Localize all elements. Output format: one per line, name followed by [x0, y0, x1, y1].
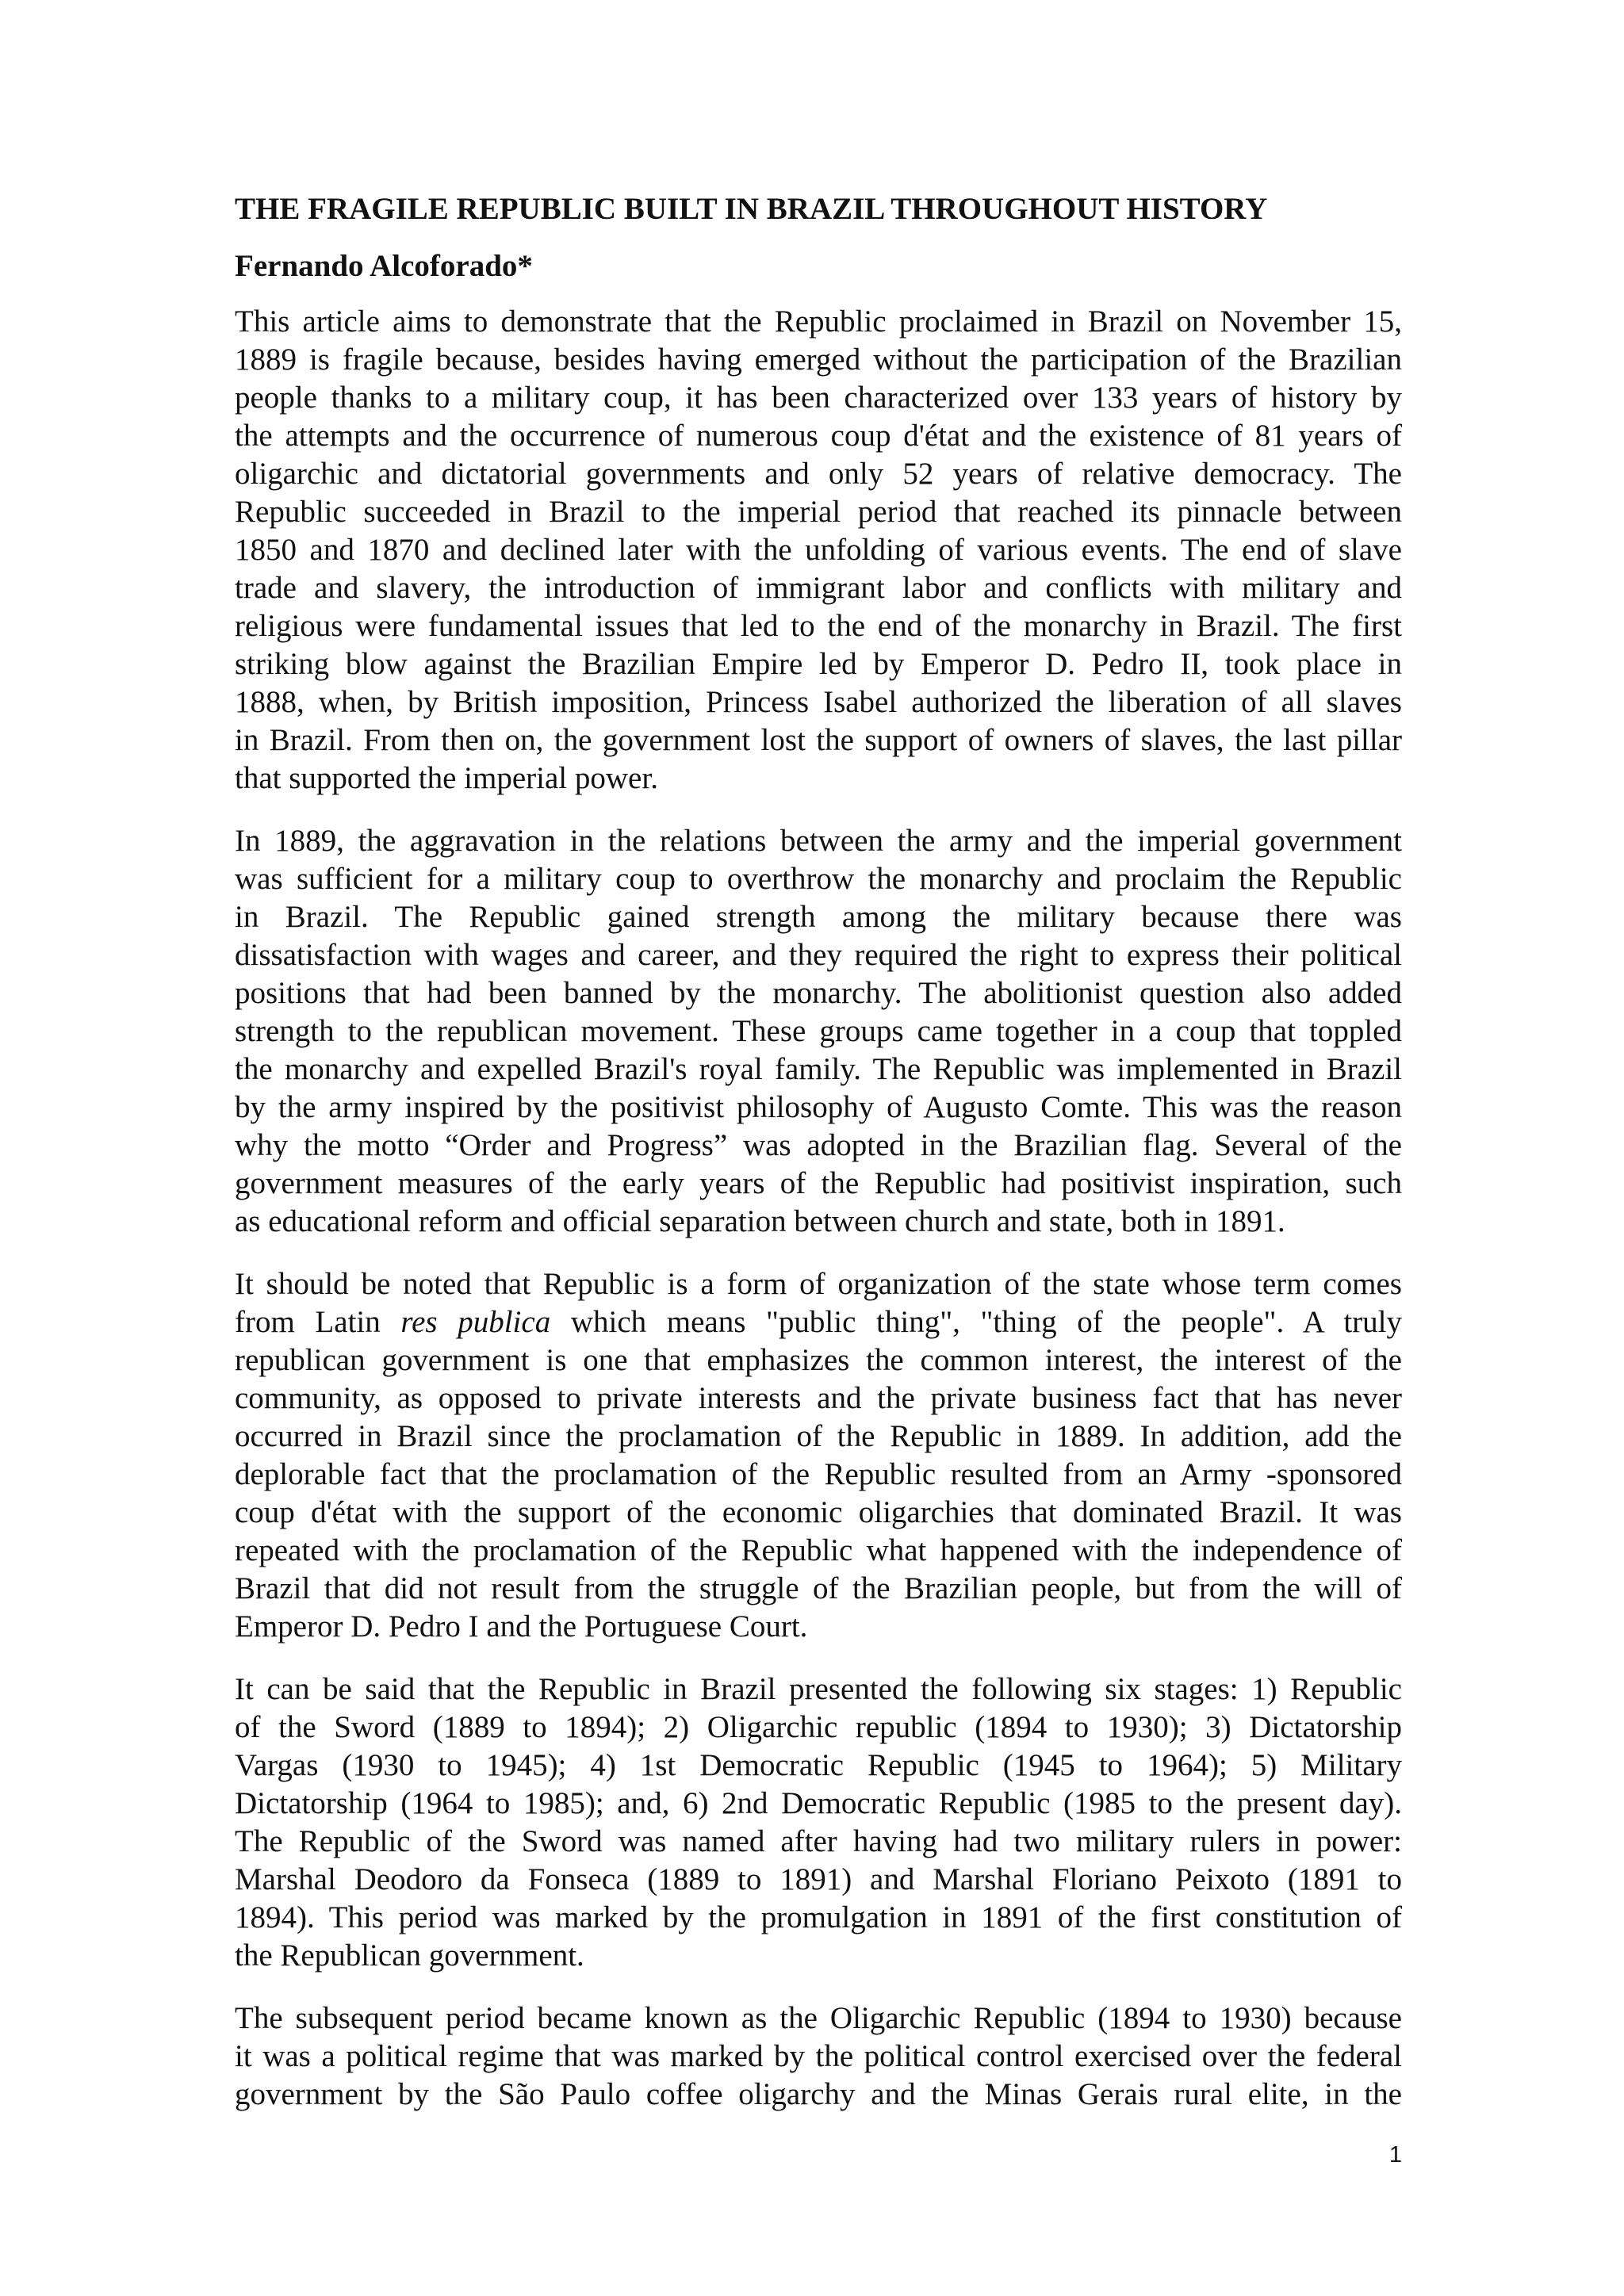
paragraph-line: why the motto “Order and Progress” was adopted in the Brazilian flag. Several of the — [235, 1128, 1402, 1162]
paragraph-line: it was a political regime that was marked by the political control exercised over the federal — [235, 2039, 1402, 2073]
paragraph-line: people thanks to a military coup, it has been characterized over 133 years of history by — [235, 381, 1402, 415]
paragraph-line: strength to the republican movement. These groups came together in a coup that toppled — [235, 1014, 1402, 1048]
paragraph-line: Marshal Deodoro da Fonseca (1889 to 1891) and Marshal Floriano Peixoto (1891 to — [235, 1862, 1402, 1896]
paragraph-line: the Republican government. — [235, 1938, 584, 1973]
paragraph-line: Republic succeeded in Brazil to the imperial period that reached its pinnacle between — [235, 495, 1402, 529]
paragraph-2 — [235, 822, 1402, 1241]
paragraph-line: that supported the imperial power. — [235, 761, 658, 795]
text-run: which means "public thing", "thing of the people". A truly — [550, 1305, 1402, 1339]
paragraph-line: coup d'état with the support of the economic oligarchies that dominated Brazil. It was — [235, 1495, 1402, 1529]
paragraph-line: Dictatorship (1964 to 1985); and, 6) 2nd Democratic Republic (1985 to the present day). — [235, 1786, 1402, 1820]
paragraph-line: was sufficient for a military coup to overthrow the monarchy and proclaim the Republic — [235, 862, 1402, 896]
paragraph-line: striking blow against the Brazilian Empire led by Emperor D. Pedro II, took place in — [235, 647, 1402, 681]
paragraph-3 — [235, 1265, 1402, 1646]
document-title: THE FRAGILE REPUBLIC BUILT IN BRAZIL THROUGHOUT HISTORY — [235, 192, 1268, 226]
paragraph-line: in Brazil. The Republic gained strength among the military because there was — [235, 900, 1402, 934]
paragraph-line: 1888, when, by British imposition, Princess Isabel authorized the liberation of all slaves — [235, 685, 1402, 719]
paragraph-line: positions that had been banned by the monarchy. The abolitionist question also added — [235, 976, 1402, 1010]
paragraph-line: government by the São Paulo coffee oligarchy and the Minas Gerais rural elite, in the — [235, 2077, 1402, 2111]
paragraph-line: in Brazil. From then on, the government lost the support of owners of slaves, the last pillar — [235, 723, 1402, 757]
paragraph-line: Emperor D. Pedro I and the Portuguese Court. — [235, 1609, 808, 1644]
paragraph-line: republican government is one that emphasizes the common interest, the interest of the — [235, 1343, 1402, 1377]
paragraph-line: trade and slavery, the introduction of immigrant labor and conflicts with military and — [235, 571, 1402, 605]
paragraph-5 — [235, 1999, 1402, 2114]
paragraph-line: government measures of the early years of the Republic had positivist inspiration, such — [235, 1166, 1402, 1200]
paragraph-line: of the Sword (1889 to 1894); 2) Oligarchic republic (1894 to 1930); 3) Dictatorship — [235, 1710, 1402, 1744]
paragraph-line: 1894). This period was marked by the promulgation in 1891 of the first constitution of — [235, 1900, 1402, 1934]
paragraph-line-with-italic — [235, 1303, 1402, 1341]
paragraph-line: It should be noted that Republic is a form of organization of the state whose term comes — [235, 1267, 1402, 1301]
paragraph-line: repeated with the proclamation of the Republic what happened with the independence of — [235, 1533, 1402, 1567]
document-body — [235, 190, 1402, 2138]
paragraph-line: deplorable fact that the proclamation of the Republic resulted from an Army -sponsored — [235, 1457, 1402, 1491]
paragraph-line: oligarchic and dictatorial governments and only 52 years of relative democracy. The — [235, 457, 1402, 491]
paragraph-line: 1889 is fragile because, besides having emerged without the participation of the Brazilian — [235, 342, 1402, 377]
paragraph-line: as educational reform and official separation between church and state, both in 1891. — [235, 1204, 1285, 1238]
paragraph-line: Brazil that did not result from the struggle of the Brazilian people, but from the will of — [235, 1571, 1402, 1605]
paragraph-line: 1850 and 1870 and declined later with the unfolding of various events. The end of slave — [235, 533, 1402, 567]
paragraph-line: religious were fundamental issues that led to the end of the monarchy in Brazil. The first — [235, 609, 1402, 643]
paragraph-line: The Republic of the Sword was named after having had two military rulers in power: — [235, 1824, 1402, 1858]
paragraph-line: It can be said that the Republic in Brazil presented the following six stages: 1) Republic — [235, 1672, 1402, 1706]
paragraph-line: dissatisfaction with wages and career, and they required the right to express their political — [235, 938, 1402, 972]
italic-term: res publica — [400, 1305, 551, 1339]
page-number: 1 — [1388, 2142, 1402, 2168]
paragraph-line: In 1889, the aggravation in the relations between the army and the imperial government — [235, 824, 1402, 858]
paragraph-line: the attempts and the occurrence of numerous coup d'état and the existence of 81 years of — [235, 419, 1402, 453]
paragraph-line: the monarchy and expelled Brazil's royal family. The Republic was implemented in Brazil — [235, 1052, 1402, 1086]
paragraph-line: community, as opposed to private interests and the private business fact that has never — [235, 1381, 1402, 1415]
text-run: from Latin — [235, 1305, 401, 1339]
paragraph-line: The subsequent period became known as the Oligarchic Republic (1894 to 1930) because — [235, 2001, 1402, 2035]
paragraph-line: occurred in Brazil since the proclamation of the Republic in 1889. In addition, add the — [235, 1419, 1402, 1453]
paragraph-line: Vargas (1930 to 1945); 4) 1st Democratic Republic (1945 to 1964); 5) Military — [235, 1748, 1402, 1782]
paragraph-line: This article aims to demonstrate that the Republic proclaimed in Brazil on November 15, — [235, 304, 1402, 339]
paragraph-4 — [235, 1670, 1402, 1975]
document-author: Fernando Alcoforado* — [235, 249, 533, 283]
paragraph-line: by the army inspired by the positivist philosophy of Augusto Comte. This was the reason — [235, 1090, 1402, 1124]
paragraph-1 — [235, 303, 1402, 798]
